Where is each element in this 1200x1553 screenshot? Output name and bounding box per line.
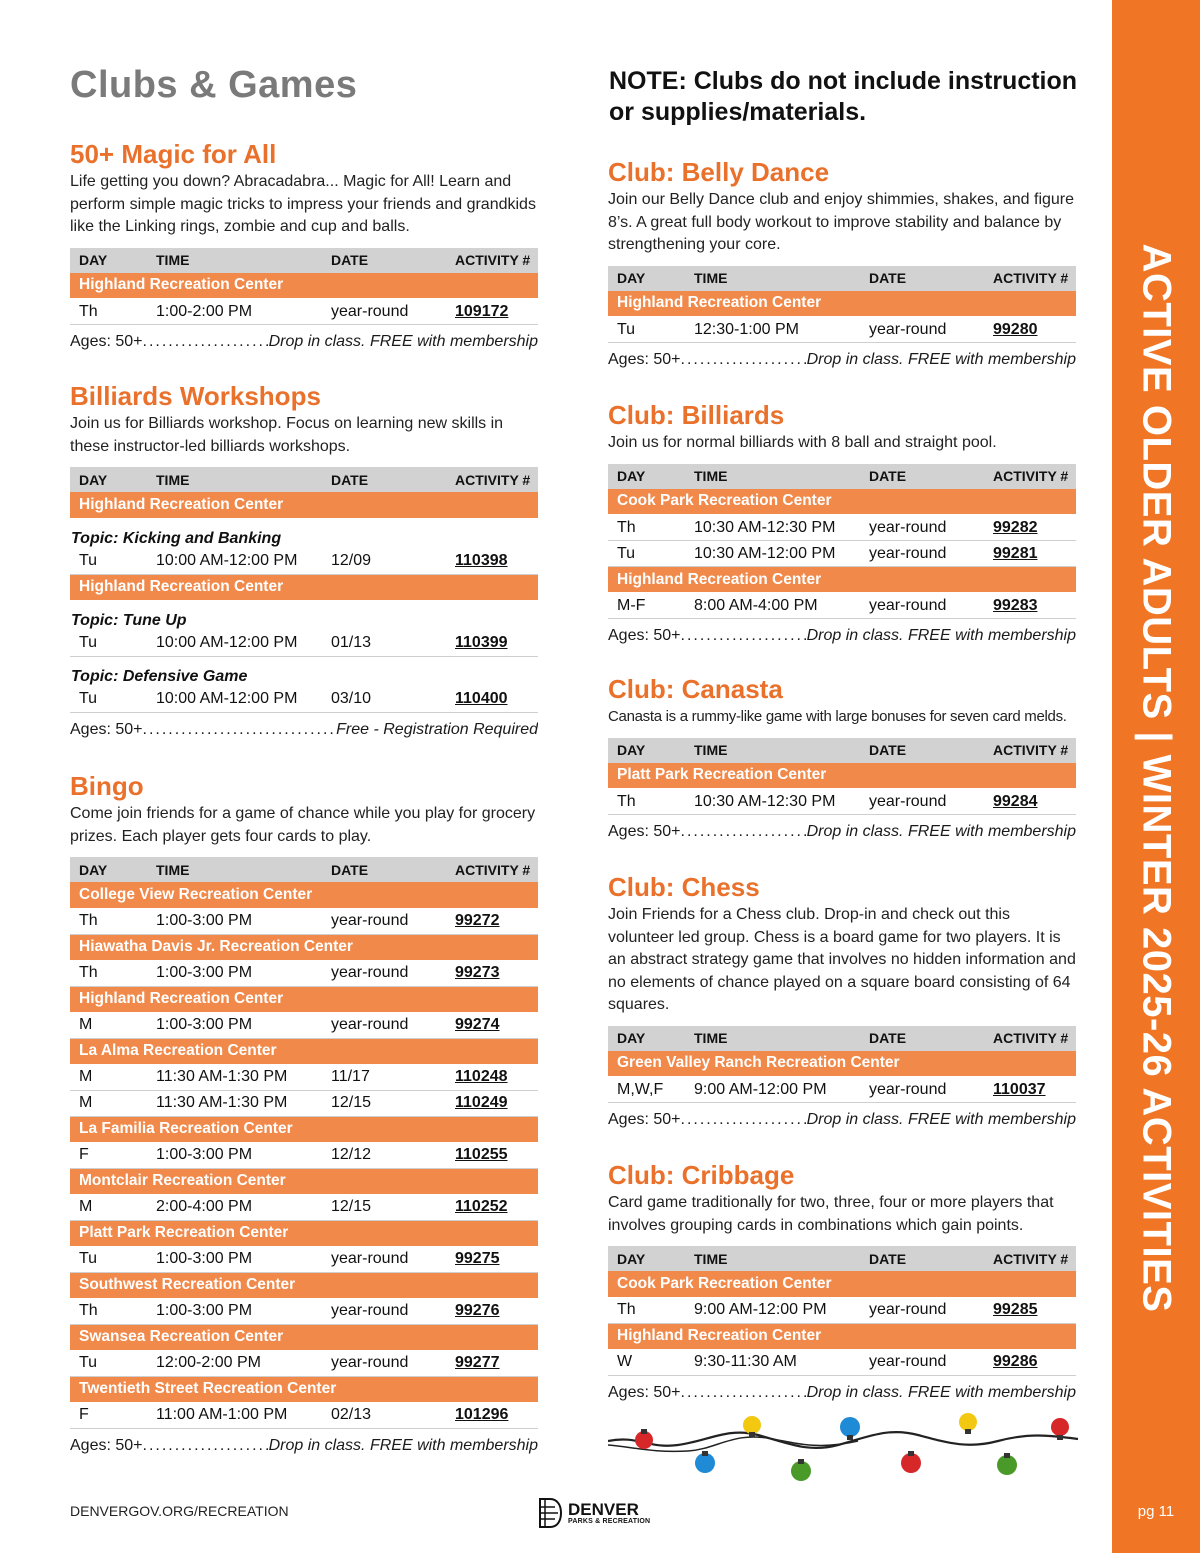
column-header-day: DAY	[608, 1246, 685, 1271]
cell-time: 12:30-1:00 PM	[685, 317, 860, 343]
cell-day: M	[70, 1194, 147, 1220]
cell-day: M	[70, 1064, 147, 1090]
activity-number-link[interactable]: 99273	[446, 960, 538, 986]
column-header-day: DAY	[608, 464, 685, 489]
activity-number-link[interactable]: 99285	[984, 1297, 1076, 1323]
page-title: Clubs & Games	[70, 64, 358, 106]
table-row	[70, 1064, 538, 1090]
column-header-date: DATE	[322, 467, 446, 492]
cell-time: 9:30-11:30 AM	[685, 1349, 860, 1375]
cell-time: 10:30 AM-12:30 PM	[685, 515, 860, 541]
cell-date: 12/15	[322, 1090, 446, 1116]
section-title: Club: Billiards	[608, 400, 785, 430]
ages-label: Ages: 50+	[608, 823, 681, 840]
section-club-canasta	[608, 674, 1076, 845]
location-row	[70, 1376, 538, 1402]
location-name: Cook Park Recreation Center	[608, 1271, 1076, 1297]
cell-day: Tu	[70, 630, 147, 656]
table-row	[70, 908, 538, 934]
column-header-activity: ACTIVITY #	[984, 1246, 1076, 1271]
ages-note: Drop in class. FREE with membership	[806, 351, 1076, 368]
topic-name: Topic: Tune Up	[71, 612, 187, 629]
column-header-date: DATE	[322, 857, 446, 882]
column-header-activity: ACTIVITY #	[446, 467, 538, 492]
cell-day: Th	[70, 960, 147, 986]
location-name: Highland Recreation Center	[608, 1323, 1076, 1349]
cell-date: 01/13	[322, 630, 446, 656]
location-name: La Alma Recreation Center	[70, 1038, 538, 1064]
table-row	[70, 1012, 538, 1038]
schedule-table	[608, 1026, 1076, 1104]
cell-date: year-round	[322, 1350, 446, 1376]
location-name: Platt Park Recreation Center	[70, 1220, 538, 1246]
ages-leader-dots	[681, 1384, 807, 1402]
ages-line	[70, 333, 538, 355]
cell-time: 8:00 AM-4:00 PM	[685, 593, 860, 619]
table-header-row	[70, 248, 538, 273]
activity-number-link[interactable]: 110399	[446, 630, 538, 656]
column-header-day: DAY	[70, 857, 147, 882]
ages-note: Drop in class. FREE with membership	[268, 1436, 538, 1454]
cell-day: M-F	[608, 593, 685, 619]
schedule-table	[70, 248, 538, 326]
cell-day: M	[70, 1012, 147, 1038]
table-row	[70, 960, 538, 986]
ages-label: Ages: 50+	[70, 1436, 143, 1454]
column-header-date: DATE	[860, 464, 984, 489]
cell-day: Th	[608, 1297, 685, 1323]
table-row	[70, 1090, 538, 1116]
activity-number-link[interactable]: 99272	[446, 908, 538, 934]
location-row	[608, 567, 1076, 593]
topic-name: Topic: Kicking and Banking	[71, 530, 282, 547]
ages-line	[70, 1437, 538, 1459]
activity-number-link[interactable]: 99276	[446, 1298, 538, 1324]
ages-note: Drop in class. FREE with membership	[806, 823, 1076, 840]
activity-number-link[interactable]: 110248	[446, 1064, 538, 1090]
table-row	[608, 317, 1076, 343]
column-header-time: TIME	[147, 248, 322, 273]
table-row	[70, 1246, 538, 1272]
topic-row	[70, 518, 538, 548]
section-title: Bingo	[70, 771, 144, 801]
column-header-time: TIME	[685, 1026, 860, 1051]
section-magic	[70, 139, 538, 355]
topic-row	[70, 656, 538, 686]
cell-day: Tu	[70, 686, 147, 712]
activity-number-link[interactable]: 110249	[446, 1090, 538, 1116]
light-bulbs	[635, 1413, 1069, 1481]
cell-time: 12:00-2:00 PM	[147, 1350, 322, 1376]
activity-number-link[interactable]: 110398	[446, 548, 538, 574]
section-description: Come join friends for a game of chance while you play for grocery prizes. Each player gets four cards to play.	[70, 805, 536, 845]
ages-label: Ages: 50+	[608, 351, 681, 368]
ages-leader-dots	[143, 333, 269, 351]
section-title: Club: Cribbage	[608, 1160, 795, 1190]
ages-line	[608, 823, 1076, 845]
section-bingo	[70, 771, 538, 1459]
cell-day: W	[608, 1349, 685, 1375]
location-row	[70, 1038, 538, 1064]
cell-date: 02/13	[322, 1402, 446, 1428]
cell-day: Th	[70, 908, 147, 934]
cell-time: 1:00-3:00 PM	[147, 1012, 322, 1038]
ages-label: Ages: 50+	[70, 720, 143, 738]
activity-number-link[interactable]: 101296	[446, 1402, 538, 1428]
table-row	[70, 630, 538, 656]
table-row	[70, 299, 538, 325]
column-header-day: DAY	[608, 1026, 685, 1051]
topic-name: Topic: Defensive Game	[71, 668, 248, 685]
section-title: Club: Canasta	[608, 674, 783, 704]
column-header-day: DAY	[70, 467, 147, 492]
ages-leader-dots	[681, 351, 807, 369]
table-row	[70, 1298, 538, 1324]
table-row	[608, 1349, 1076, 1375]
page-number: pg 11	[1137, 1503, 1175, 1520]
location-name: Highland Recreation Center	[70, 574, 538, 600]
activity-number-link[interactable]: 110255	[446, 1142, 538, 1168]
ages-leader-dots	[681, 627, 807, 645]
cell-day: M	[70, 1090, 147, 1116]
location-name: Twentieth Street Recreation Center	[70, 1376, 538, 1402]
activity-number-link[interactable]: 99283	[984, 593, 1076, 619]
ages-note: Drop in class. FREE with membership	[268, 333, 538, 350]
cell-time: 11:30 AM-1:30 PM	[147, 1064, 322, 1090]
cell-date: year-round	[860, 1297, 984, 1323]
ages-line	[608, 1111, 1076, 1133]
cell-day: Th	[70, 299, 147, 325]
ages-label: Ages: 50+	[70, 333, 143, 350]
table-header-row	[608, 1246, 1076, 1271]
cell-date: year-round	[860, 515, 984, 541]
ages-label: Ages: 50+	[608, 1383, 681, 1401]
section-billiards-workshops	[70, 381, 538, 743]
location-name: Montclair Recreation Center	[70, 1168, 538, 1194]
table-row	[608, 515, 1076, 541]
column-header-activity: ACTIVITY #	[984, 266, 1076, 291]
table-row	[608, 1077, 1076, 1103]
location-name: Hiawatha Davis Jr. Recreation Center	[70, 934, 538, 960]
cell-date: year-round	[322, 1298, 446, 1324]
ages-leader-dots	[143, 721, 337, 739]
location-name: Southwest Recreation Center	[70, 1272, 538, 1298]
location-row	[70, 1272, 538, 1298]
activity-number-link[interactable]: 99284	[984, 789, 1076, 815]
column-header-time: TIME	[685, 1246, 860, 1271]
location-row	[608, 1323, 1076, 1349]
location-name: Swansea Recreation Center	[70, 1324, 538, 1350]
column-header-time: TIME	[147, 467, 322, 492]
location-row	[70, 934, 538, 960]
cell-time: 1:00-3:00 PM	[147, 1298, 322, 1324]
denver-parks-logo	[537, 1497, 650, 1529]
section-title: Club: Chess	[608, 872, 760, 902]
location-name: Highland Recreation Center	[70, 492, 538, 518]
location-row	[70, 1220, 538, 1246]
column-header-day: DAY	[70, 248, 147, 273]
activity-number-link[interactable]: 110037	[984, 1077, 1076, 1103]
table-header-row	[70, 857, 538, 882]
cell-day: Tu	[608, 541, 685, 567]
table-header-row	[70, 467, 538, 492]
activity-number-link[interactable]: 110400	[446, 686, 538, 712]
schedule-table	[608, 266, 1076, 344]
cell-day: F	[70, 1402, 147, 1428]
location-row	[608, 1271, 1076, 1297]
activity-number-link[interactable]: 99280	[984, 317, 1076, 343]
logo-subtitle: PARKS & RECREATION	[568, 1517, 651, 1525]
cell-date: 12/12	[322, 1142, 446, 1168]
activity-number-link[interactable]: 110252	[446, 1194, 538, 1220]
cell-time: 1:00-3:00 PM	[147, 1142, 322, 1168]
column-header-time: TIME	[685, 464, 860, 489]
location-row	[608, 1051, 1076, 1077]
cell-date: year-round	[322, 1246, 446, 1272]
cell-time: 10:00 AM-12:00 PM	[147, 686, 322, 712]
section-description: Card game traditionally for two, three, four or more players that involves grouping cards in combinations which gain points.	[608, 1194, 1054, 1234]
column-header-date: DATE	[322, 248, 446, 273]
cell-day: M,W,F	[608, 1077, 685, 1103]
ages-label: Ages: 50+	[608, 627, 681, 644]
location-row	[608, 489, 1076, 515]
column-header-date: DATE	[860, 266, 984, 291]
column-header-day: DAY	[608, 738, 685, 763]
table-row	[70, 1142, 538, 1168]
schedule-table	[608, 738, 1076, 816]
column-header-date: DATE	[860, 738, 984, 763]
ages-leader-dots	[681, 1111, 807, 1129]
cell-date: 12/09	[322, 548, 446, 574]
ages-leader-dots	[681, 823, 807, 841]
ages-line	[608, 627, 1076, 649]
table-row	[70, 1350, 538, 1376]
ages-note: Drop in class. FREE with membership	[806, 627, 1076, 644]
cell-time: 10:00 AM-12:00 PM	[147, 548, 322, 574]
location-row	[70, 273, 538, 299]
location-name: Highland Recreation Center	[608, 567, 1076, 593]
ages-line	[608, 351, 1076, 373]
location-name: Platt Park Recreation Center	[608, 763, 1076, 789]
location-row	[70, 574, 538, 600]
cell-day: Tu	[70, 1246, 147, 1272]
table-header-row	[608, 1026, 1076, 1051]
cell-time: 1:00-3:00 PM	[147, 1246, 322, 1272]
column-header-activity: ACTIVITY #	[446, 857, 538, 882]
table-header-row	[608, 738, 1076, 763]
cell-time: 1:00-2:00 PM	[147, 299, 322, 325]
ages-leader-dots	[143, 1437, 269, 1455]
sidebar-title: ACTIVE OLDER ADULTS | WINTER 2025-26 ACTIVITIES	[1134, 243, 1179, 1313]
schedule-table	[608, 1246, 1076, 1376]
cell-date: year-round	[322, 960, 446, 986]
section-description: Life getting you down? Abracadabra... Magic for All! Learn and perform simple magic tricks to impress your friends and grandkids like the Linking rings, zombie and cup and balls.	[70, 173, 536, 235]
cell-date: 03/10	[322, 686, 446, 712]
cell-day: Tu	[608, 317, 685, 343]
cell-day: Tu	[70, 548, 147, 574]
table-header-row	[608, 266, 1076, 291]
section-description: Join our Belly Dance club and enjoy shimmies, shakes, and figure 8’s. A great full body workout to improve stability and balance by strengthening your core.	[608, 191, 1075, 253]
section-description: Canasta is a rummy-like game with large bonuses for seven card melds.	[608, 708, 1067, 725]
cell-date: year-round	[322, 299, 446, 325]
cell-time: 9:00 AM-12:00 PM	[685, 1297, 860, 1323]
location-name: College View Recreation Center	[70, 882, 538, 908]
table-row	[70, 1402, 538, 1428]
topic-row	[70, 600, 538, 630]
footer-url[interactable]: DENVERGOV.ORG/RECREATION	[70, 1503, 289, 1519]
cell-date: year-round	[860, 1349, 984, 1375]
activity-number-link[interactable]: 99286	[984, 1349, 1076, 1375]
location-name: Cook Park Recreation Center	[608, 489, 1076, 515]
ages-label: Ages: 50+	[608, 1111, 681, 1128]
column-header-activity: ACTIVITY #	[984, 738, 1076, 763]
column-header-time: TIME	[147, 857, 322, 882]
section-belly-dance	[608, 157, 1076, 373]
cell-date: 11/17	[322, 1064, 446, 1090]
cell-date: 12/15	[322, 1194, 446, 1220]
table-row	[608, 593, 1076, 619]
cell-date: year-round	[860, 789, 984, 815]
section-club-cribbage	[608, 1160, 1076, 1406]
section-club-chess	[608, 872, 1076, 1133]
logo-mark-icon	[537, 1497, 563, 1529]
location-name: Highland Recreation Center	[70, 986, 538, 1012]
location-row	[70, 1168, 538, 1194]
location-name: Highland Recreation Center	[608, 291, 1076, 317]
cell-date: year-round	[322, 1012, 446, 1038]
activity-number-link[interactable]: 109172	[446, 299, 538, 325]
cell-date: year-round	[860, 541, 984, 567]
cell-day: Th	[70, 1298, 147, 1324]
sidebar-title-wrap	[1112, 0, 1200, 1553]
cell-date: year-round	[322, 908, 446, 934]
string-lights-illustration	[608, 1405, 1078, 1485]
section-description: Join us for normal billiards with 8 ball and straight pool.	[608, 434, 997, 451]
schedule-table	[608, 464, 1076, 620]
cell-date: year-round	[860, 1077, 984, 1103]
location-row	[70, 882, 538, 908]
cell-time: 10:00 AM-12:00 PM	[147, 630, 322, 656]
cell-time: 10:30 AM-12:30 PM	[685, 789, 860, 815]
table-row	[70, 686, 538, 712]
table-row	[70, 1194, 538, 1220]
ages-note: Free - Registration Required	[336, 720, 538, 738]
table-header-row	[608, 464, 1076, 489]
activity-number-link[interactable]: 99275	[446, 1246, 538, 1272]
schedule-table	[70, 857, 538, 1429]
section-title: Club: Belly Dance	[608, 157, 830, 187]
activity-number-link[interactable]: 99281	[984, 541, 1076, 567]
activity-number-link[interactable]: 99274	[446, 1012, 538, 1038]
clubs-note: NOTE: Clubs do not include instruction or supplies/materials.	[609, 67, 1078, 126]
cell-time: 1:00-3:00 PM	[147, 960, 322, 986]
section-title: 50+ Magic for All	[70, 139, 277, 169]
ages-note: Drop in class. FREE with membership	[806, 1383, 1076, 1401]
column-header-activity: ACTIVITY #	[984, 1026, 1076, 1051]
activity-number-link[interactable]: 99277	[446, 1350, 538, 1376]
activity-number-link[interactable]: 99282	[984, 515, 1076, 541]
table-row	[70, 548, 538, 574]
cell-time: 1:00-3:00 PM	[147, 908, 322, 934]
column-header-date: DATE	[860, 1246, 984, 1271]
location-name: La Familia Recreation Center	[70, 1116, 538, 1142]
column-header-day: DAY	[608, 266, 685, 291]
location-row	[70, 1116, 538, 1142]
section-title: Billiards Workshops	[70, 381, 321, 411]
logo-wordmark: DENVER	[568, 1499, 639, 1519]
ages-line	[70, 721, 538, 743]
cell-day: Tu	[70, 1350, 147, 1376]
cell-day: F	[70, 1142, 147, 1168]
table-row	[608, 1297, 1076, 1323]
cell-time: 11:00 AM-1:00 PM	[147, 1402, 322, 1428]
location-name: Highland Recreation Center	[70, 273, 538, 299]
location-row	[70, 986, 538, 1012]
cell-day: Th	[608, 789, 685, 815]
location-row	[70, 1324, 538, 1350]
table-row	[608, 541, 1076, 567]
cell-time: 10:30 AM-12:00 PM	[685, 541, 860, 567]
section-description: Join us for Billiards workshop. Focus on learning new skills in these instructor-led billiards workshops.	[70, 415, 504, 455]
section-club-billiards	[608, 400, 1076, 649]
column-header-activity: ACTIVITY #	[446, 248, 538, 273]
location-name: Green Valley Ranch Recreation Center	[608, 1051, 1076, 1077]
column-header-time: TIME	[685, 738, 860, 763]
location-row	[608, 291, 1076, 317]
table-row	[608, 789, 1076, 815]
ages-note: Drop in class. FREE with membership	[806, 1111, 1076, 1128]
section-description: Join Friends for a Chess club. Drop-in and check out this volunteer led group. Chess is a board game for two players. It is an abstract strategy game that involves no hidden information and no elements of chance played on a square board consisting of 64 squares.	[608, 906, 1076, 1013]
location-row	[70, 492, 538, 518]
cell-time: 2:00-4:00 PM	[147, 1194, 322, 1220]
column-header-date: DATE	[860, 1026, 984, 1051]
cell-date: year-round	[860, 593, 984, 619]
schedule-table	[70, 467, 538, 713]
ages-line	[608, 1384, 1076, 1406]
cell-date: year-round	[860, 317, 984, 343]
location-row	[608, 763, 1076, 789]
cell-day: Th	[608, 515, 685, 541]
column-header-activity: ACTIVITY #	[984, 464, 1076, 489]
column-header-time: TIME	[685, 266, 860, 291]
cell-time: 9:00 AM-12:00 PM	[685, 1077, 860, 1103]
cell-time: 11:30 AM-1:30 PM	[147, 1090, 322, 1116]
